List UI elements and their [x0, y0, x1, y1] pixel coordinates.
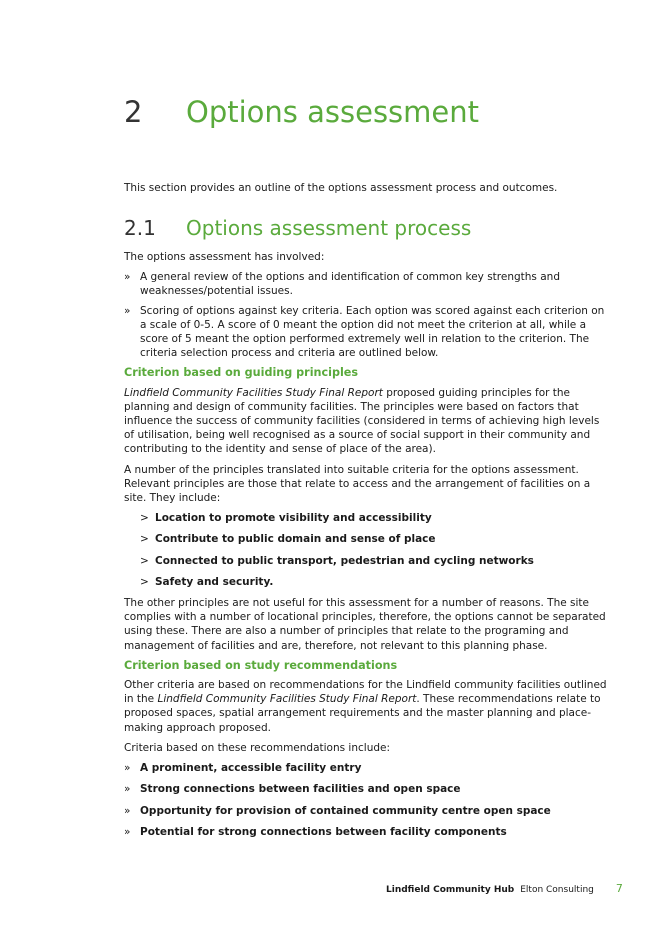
section-number: 2.1: [124, 216, 156, 240]
criterion-heading-recommendations: Criterion based on study recommendations: [124, 658, 398, 672]
chapter-number: 2: [124, 95, 143, 129]
bullet-marker: »: [124, 783, 131, 796]
criterion-heading-principles: Criterion based on guiding principles: [124, 366, 359, 380]
involved-intro: The options assessment has involved:: [124, 251, 325, 263]
footer-document-title: Lindfield Community Hub: [386, 885, 515, 895]
sub-bullet-marker: >: [140, 554, 149, 567]
main-body: [124, 250, 609, 846]
list-item: » Opportunity for provision of contained community centre open space: [124, 804, 551, 817]
bullet-marker: »: [124, 271, 131, 284]
bullet-marker: »: [124, 304, 131, 317]
list-item: > Contribute to public domain and sense of place: [140, 533, 436, 546]
principles-paragraph-2: A number of the principles translated into suitable criteria for the options assessment. Relevant principles are those that relate to access and the arrangement of facilities on a site. They include:: [124, 463, 591, 505]
sub-bullet-marker: >: [140, 512, 149, 525]
sub-bullet-marker: >: [140, 533, 149, 546]
page-footer: [386, 882, 623, 895]
recommendations-paragraph-2: Criteria based on these recommendations include:: [124, 741, 391, 754]
recommendations-paragraph-1: Other criteria are based on recommendations for the Lindfield community facilities outlined in the Lindfield Community Facilities Study Final Report. These recommendations relate to proposed spaces, spatial arrangement requirements and the master planning and place-making approach proposed.: [124, 679, 607, 734]
list-item: » A general review of the options and identification of common key strengths and weaknesses/potential issues.: [124, 271, 560, 298]
principles-paragraph-3: The other principles are not useful for this assessment for a number of reasons. The site complies with a number of locational principles, therefore, the options cannot be separated using these. There are also a number of principles that relate to the programing and management of facilities and are, therefore, not relevant to this planning phase.: [124, 597, 606, 652]
list-item: > Safety and security.: [140, 575, 274, 588]
list-item: » Potential for strong connections between facility components: [124, 825, 507, 838]
sub-bullet-marker: >: [140, 575, 149, 588]
chapter-heading: [124, 92, 479, 132]
list-item: > Location to promote visibility and accessibility: [140, 512, 432, 525]
section-title: Options assessment process: [186, 216, 472, 240]
bullet-marker: »: [124, 825, 131, 838]
principles-list: [140, 511, 609, 589]
page-number: 7: [615, 882, 623, 895]
principles-paragraph-1: Lindfield Community Facilities Study Final Report proposed guiding principles for the planning and design of community facilities. The principles were based on factors that influence the success of community facilities (considered in terms of achieving high levels of utilisation, being well recognised as a source of social support in their community and contributing to the identity and sense of place of the area).: [124, 386, 600, 456]
report-title: Lindfield Community Facilities Study Final Report: [124, 386, 383, 399]
chapter-title: Options assessment: [186, 95, 480, 129]
list-item: > Connected to public transport, pedestrian and cycling networks: [140, 554, 534, 567]
bullet-marker: »: [124, 804, 131, 817]
footer-organisation: Elton Consulting: [520, 885, 594, 895]
bullet-marker: »: [124, 762, 131, 775]
criteria-list: [124, 761, 609, 839]
report-title: Lindfield Community Facilities Study Final Report: [157, 693, 417, 706]
list-item: » Scoring of options against key criteria. Each option was scored against each criterion on a scale of 0-5. A score of 0 meant the option did not meet the criterion at all, while a score of 5 meant the option performed extremely well in relation to the criterion. The criteria selection process and criteria are outlined below.: [124, 304, 605, 360]
intro-paragraph: This section provides an outline of the options assessment process and outcomes.: [124, 182, 558, 194]
involved-list: [124, 270, 609, 360]
section-heading: [124, 214, 471, 242]
list-item: » A prominent, accessible facility entry: [124, 762, 362, 775]
list-item: » Strong connections between facilities and open space: [124, 783, 461, 796]
